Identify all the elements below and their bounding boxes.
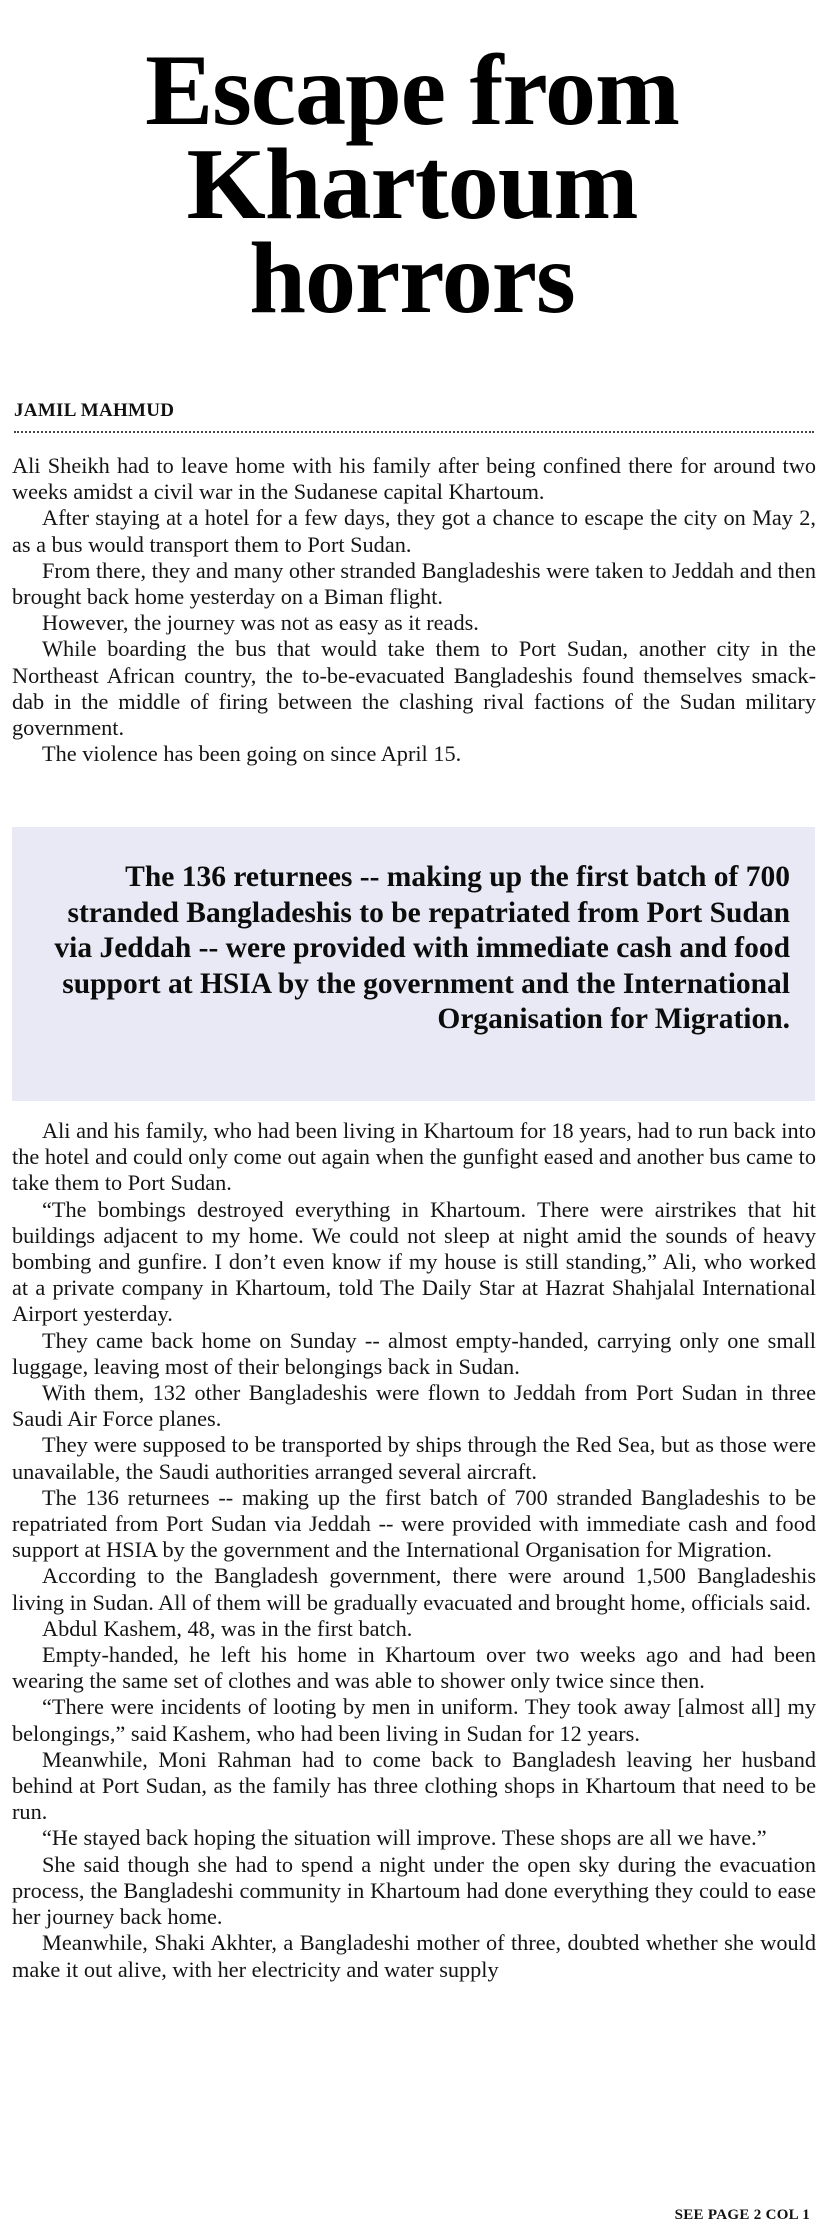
headline: [0, 34, 824, 335]
paragraph: Ali Sheikh had to leave home with his family after being confined there for around two weeks amidst a civil war in the Sudanese capital Khartoum.: [12, 453, 816, 505]
paragraph: Empty-handed, he left his home in Khartoum over two weeks ago and had been wearing the same set of clothes and was able to shower only twice since then.: [12, 1642, 816, 1694]
article-body-intro: [12, 453, 816, 767]
paragraph: Meanwhile, Moni Rahman had to come back to Bangladesh leaving her husband behind at Port Sudan, as the family has three clothing shops in Khartoum that need to be run.: [12, 1746, 816, 1825]
paragraph: According to the Bangladesh government, there were around 1,500 Bangladeshis living in Sudan. All of them will be gradually evacuated and brought home, officials said.: [12, 1563, 816, 1615]
paragraph: They were supposed to be transported by ships through the Red Sea, but as those were unavailable, the Saudi authorities arranged several aircraft.: [12, 1432, 816, 1484]
paragraph: After staying at a hotel for a few days, they got a chance to escape the city on May 2, as a bus would transport them to Port Sudan.: [12, 505, 816, 557]
paragraph: Abdul Kashem, 48, was in the first batch.: [42, 1615, 413, 1641]
article-body-main: [12, 1118, 816, 1983]
continued-on-link[interactable]: SEE PAGE 2 COL 1: [674, 2207, 810, 2223]
paragraph: From there, they and many other stranded Bangladeshis were taken to Jeddah and then brought back home yesterday on a Biman flight.: [12, 557, 816, 610]
paragraph: They came back home on Sunday -- almost empty-handed, carrying only one small luggage, leaving most of their belongings back in Sudan.: [12, 1327, 816, 1379]
paragraph: However, the journey was not as easy as it reads.: [42, 610, 479, 636]
paragraph: “He stayed back hoping the situation will improve. These shops are all we have.”: [42, 1825, 767, 1851]
headline-line: horrors: [249, 222, 575, 335]
paragraph: With them, 132 other Bangladeshis were flown to Jeddah from Port Sudan in three Saudi Air Force planes.: [12, 1380, 816, 1432]
headline-line: Escape from: [145, 34, 679, 147]
paragraph: While boarding the bus that would take them to Port Sudan, another city in the Northeast African country, the to-be-evacuated Bangladeshis found themselves smack-dab in the middle of firing between the clashing rival factions of the Sudan military government.: [12, 636, 816, 741]
headline-line: Khartoum: [186, 128, 638, 241]
paragraph: She said though she had to spend a night under the open sky during the evacuation process, the Bangladeshi community in Khartoum had done everything they could to ease her journey back home.: [12, 1851, 816, 1930]
pull-quote-box: [12, 827, 815, 1101]
paragraph: Meanwhile, Shaki Akhter, a Bangladeshi mother of three, doubted whether she would make it out alive, with her electricity and water supply: [12, 1930, 816, 1982]
paragraph: “The bombings destroyed everything in Khartoum. There were airstrikes that hit buildings adjacent to my home. We could not sleep at night amid the sounds of heavy bombing and gunfire. I don’t even know if my house is still standing,” Ali, who worked at a private company in Khartoum, told The Daily Star at Hazrat Shahjalal International Airport yesterday.: [12, 1196, 816, 1327]
byline: JAMIL MAHMUD: [14, 400, 175, 421]
pull-quote-text: The 136 returnees -- making up the first batch of 700 stranded Bangladeshis to be repatriated from Port Sudan via Jeddah -- were provided with immediate cash and food support at HSIA by the government and the International Organisation for Migration.: [54, 861, 790, 1035]
byline-divider: [14, 431, 814, 433]
paragraph: The violence has been going on since April 15.: [42, 741, 462, 767]
paragraph: “There were incidents of looting by men in uniform. They took away [almost all] my belongings,” said Kashem, who had been living in Sudan for 12 years.: [12, 1694, 816, 1746]
paragraph: The 136 returnees -- making up the first batch of 700 stranded Bangladeshis to be repatriated from Port Sudan via Jeddah -- were provided with immediate cash and food support at HSIA by the government and the International Organisation for Migration.: [12, 1484, 816, 1563]
paragraph: Ali and his family, who had been living in Khartoum for 18 years, had to run back into the hotel and could only come out again when the gunfight eased and another bus came to take them to Port Sudan.: [12, 1118, 816, 1196]
